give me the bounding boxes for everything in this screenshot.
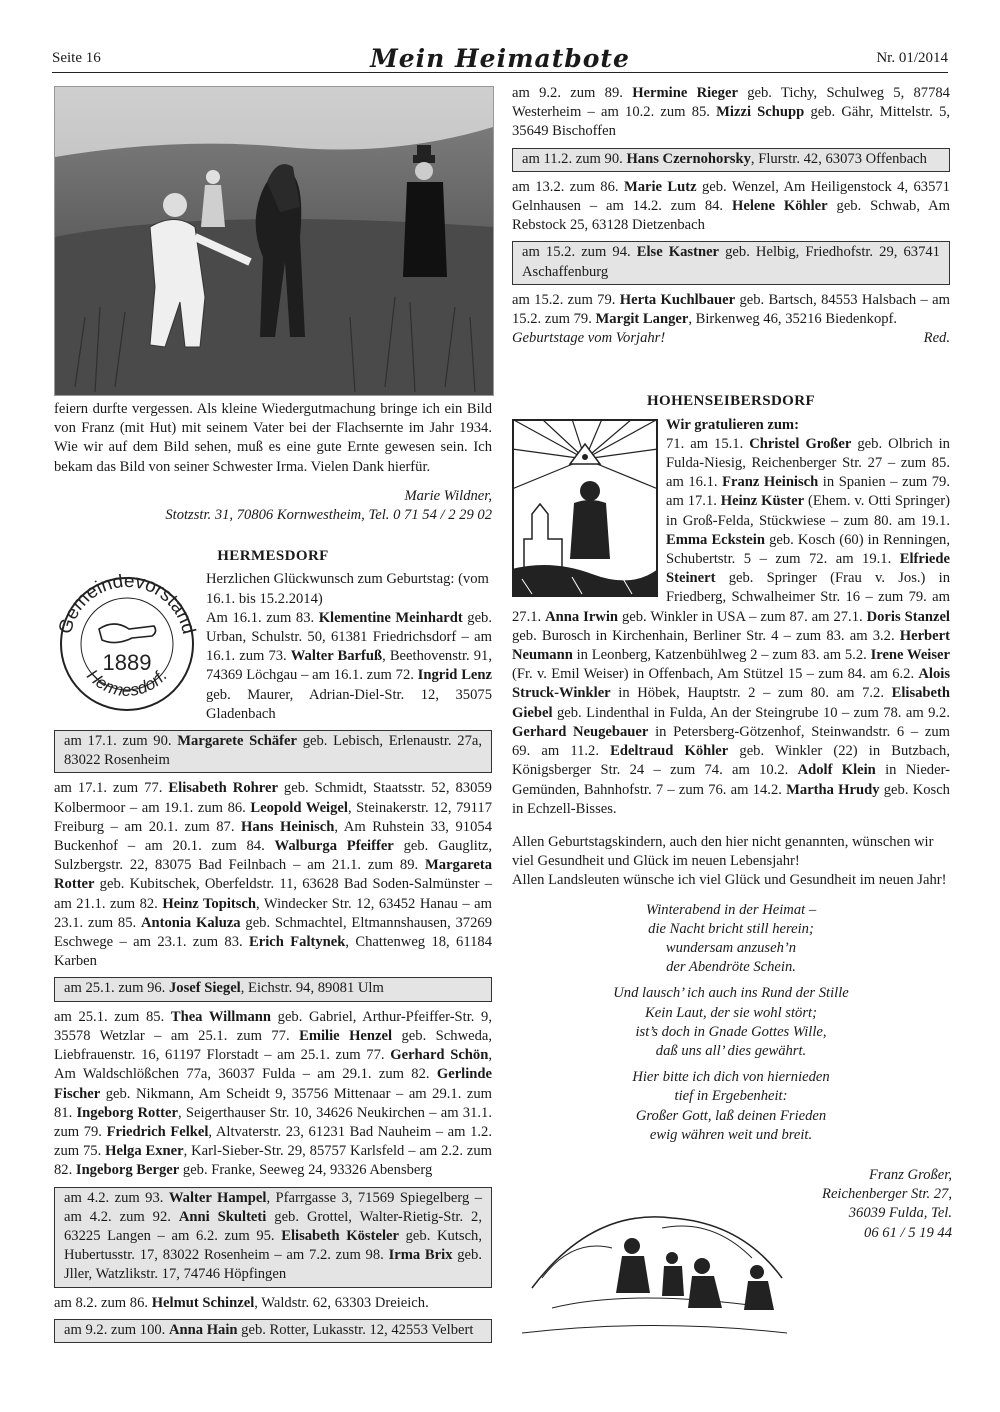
section-title-hohenseibersdorf: HOHENSEIBERSDORF (646, 393, 816, 410)
red-mark: Red. (923, 330, 950, 347)
sig-line: 36039 Fulda, Tel. (848, 1205, 952, 1222)
community-stamp (54, 574, 200, 714)
poem-signature (780, 1166, 952, 1243)
highlight-box-4: am 9.2. zum 100. Anna Hain geb. Rotter, Lukasstr. 12, 42553 Velbert (54, 1319, 492, 1343)
note-line (512, 329, 950, 348)
entries-hermesdorf-2: am 17.1. zum 77. Elisabeth Rohrer geb. Schmidt, Staatsstr. 52, 83059 Kolbermoor – am 19.1. zum 86. Leopold Weigel, Steinakerstr. 12, 79117 Freiburg – am 20.1. zum 87. Hans Heinisch, Am Ruhstein 33, 91054 Buckenhof – am 20.1. zum 84. Walburga Pfeiffer geb. Gauglitz, Sulzbergstr. 22, 83075 Bad Feilnbach – am 21.1. zum 89. Margareta Rotter geb. Kubitschek, Oberfeldstr. 11, 63628 Bad Soden-Salmünster – am 21.1. zum 82. Heinz Topitsch, Windecker Str. 12, 63452 Hanau – am 23.1. zum 85. Antonia Kaluza geb. Schmachtel, Eltmannshausen, 37269 Eschwege – am 23.1. zum 83. Erich Faltynek, Chattenweg 18, 61184 Karben (54, 780, 493, 970)
entries-hermesdorf-3: am 25.1. zum 85. Thea Willmann geb. Gabriel, Arthur-Pfeiffer-Str. 9, 35578 Wetzlar – am 25.1. zum 77. Emilie Henzel geb. Schweda, Liebfrauenstr. 16, 61197 Florstadt – am 25.1. zum 77. Gerhard Schön, Am Waldschlößchen 77a, 36037 Fulda – am 29.1. zum 82. Gerlinde Fischer geb. Nikmann, Am Scheidt 9, 35756 Mittenaar – am 29.1. zum 81. Ingeborg Rotter, Seigerthauser Str. 10, 34626 Neukirchen – am 31.1. zum 79. Friedrich Felkel, Altvaterstr. 23, 61231 Bad Nauheim – am 1.2. zum 75. Helga Exner, Karl-Sieber-Str. 29, 85757 Karlsfeld – am 2.2. zum 82. Ingeborg Berger geb. Franke, Seeweg 24, 93326 Abensberg (54, 1008, 493, 1179)
entries-hohenseibersdorf: 71. am 15.1. Christel Großer geb. Olbrich in Fulda-Niesig, Reichenberger Str. 27 – zum 85. am 16.1. Franz Heinisch in Spanien – zum 79. am 17.1. Heinz Küster (Ehem. v. Otti Springer) in Groß-Felda, Stückwiese – zum 80. am 19.1. Emma Eckstein geb. Kosch (60) in Renningen, Schubertstr. 5 – zum 72. am 19.1. Elfriede Steinert geb. Springer (Frau v. Jos.) in Friedberg, Schwalheimer Str. 16 – zum 79. am 27.1. Anna Irwin geb. Winkler in USA – zum 87. am 27.1. Doris Stanzel geb. Burosch in Kirchenhain, Berliner Str. 4 – zum 83. am 3.2. Herbert Neumann in Leonberg, Katzenbühlweg 2 – zum 83. am 5.2. Irene Weiser (Fr. v. Emil Weiser) in Offenbach, Am Stützel 15 – zum 84. am 6.2. Alois Struck-Winkler in Höbek, Hauptstr. 2 – zum 80. am 7.2. Elisabeth Giebel geb. Lindenthal in Fulda, An der Steingrube 10 – zum 78. am 9.2. Gerhard Neugebauer in Petersberg-Götzenhof, Steinwandstr. 6 – zum 69. am 11.2. Edeltraud Köhler geb. Winkler (22) in Butzbach, Königsberger Str. 24 – zum 74. am 10.2. Adolf Klein in Nieder-Gemünden, Bahnhofstr. 7 – zum 76. am 14.2. Martha Hrudy geb. Kosch in Echzell-Bisses. (512, 435, 951, 817)
left-column (54, 400, 492, 1349)
highlight-box-1: am 17.1. zum 90. Margarete Schäfer geb. Lebisch, Erlenaustr. 27a, 83022 Rosenheim (54, 730, 492, 773)
poem-line: die Nacht bricht still herein; (648, 920, 814, 937)
woodcut-illustration (512, 419, 658, 597)
issue-number: Nr. 01/2014 (876, 50, 948, 66)
header-rule (52, 72, 948, 73)
poem-line: Winterabend in der Heimat – (645, 901, 817, 918)
intro-text: feiern durfte vergessen. Als kleine Wiedergutmachung bringe ich ein Bild von Franz (mit Hut) mit seinem Vater bei der Flachsernte im Jahr 1934. Wie wir auf dem Bild sehen, muß es eine gute Ernte gewesen sein. Ich bekam das Bild von seiner Schwester Irma. Vielen Dank hierfür. (54, 401, 492, 475)
entries-right-3: am 15.2. zum 79. Herta Kuchlbauer geb. Bartsch, 84553 Halsbach – am 15.2. zum 79. Margit Langer, Birkenweg 46, 35216 Biedenkopf. (512, 291, 951, 328)
stamp-year: 1889 (102, 650, 152, 676)
greeting: Herzlichen Glückwunsch zum Geburtstag: (vom 16.1. bis 15.2.2014) (206, 571, 489, 607)
entry-schinzel: am 8.2. zum 86. Helmut Schinzel, Waldstr. 62, 63303 Dreieich. (54, 1294, 429, 1311)
poem-line: Großer Gott, laß deinen Frieden (635, 1107, 827, 1124)
harvest-photo (54, 86, 494, 396)
poem-line: ewig währen weit und breit. (649, 1126, 813, 1143)
poem-line: Und lausch’ ich auch ins Rund der Stille (613, 985, 849, 1002)
poem-line: wundersam anzuseh’n (665, 939, 797, 956)
highlight-box-right-2: am 15.2. zum 94. Else Kastner geb. Helbig, Friedhofstr. 29, 63741 Aschaffenburg (512, 241, 950, 284)
poem-line: daß uns all’ dies gewährt. (655, 1042, 807, 1059)
sig-line: Reichenberger Str. 27, (822, 1186, 952, 1203)
entries-right-1: am 9.2. zum 89. Hermine Rieger geb. Tichy, Schulweg 5, 87784 Westerheim – am 10.2. zum 85. Mizzi Schupp geb. Gähr, Mittelstr. 5, 35649 Bischoffen (512, 85, 951, 140)
right-column (512, 84, 950, 1145)
poem (512, 901, 950, 1145)
stamp-top-text: Gemeindevorstand (54, 574, 200, 637)
sig-line: Franz Großer, (869, 1167, 952, 1183)
sig-line: 06 61 / 5 19 44 (864, 1224, 952, 1241)
poem-line: Kein Laut, der sie wohl stört; (645, 1004, 817, 1021)
page-number: Seite 16 (52, 50, 101, 66)
wish-text-1: Allen Geburtstagskindern, auch den hier nicht genannten, wünschen wir viel Gesundheit und Glück im neuen Lebensjahr! (512, 833, 934, 870)
note-text: Geburtstage vom Vorjahr! (512, 330, 666, 347)
highlight-box-2: am 25.1. zum 96. Josef Siegel, Eichstr. 94, 89081 Ulm (54, 977, 492, 1001)
signature-name: Marie Wildner, (404, 487, 492, 504)
greeting-hohenseibersdorf: Wir gratulieren zum: (666, 416, 799, 433)
section-title-hermesdorf: HERMESDORF (217, 548, 329, 565)
wish-text-2: Allen Landsleuten wünsche ich viel Glück und Gesundheit im neuen Jahr! (512, 872, 947, 889)
winter-illustration (512, 1168, 792, 1358)
highlight-box-right-1: am 11.2. zum 90. Hans Czernohorsky, Flurstr. 42, 63073 Offenbach (512, 148, 950, 172)
entries-hermesdorf-1: Am 16.1. zum 83. Klementine Meinhardt geb. Urban, Schulstr. 50, 61381 Friedrichsdorf – am 16.1. zum 73. Walter Barfuß, Beethovenstr. 91, 74369 Löchgau – am 16.1. zum 72. Ingrid Lenz geb. Maurer, Adrian-Diel-Str. 12, 35075 Gladenbach (206, 609, 492, 722)
poem-line: Hier bitte ich dich von hiernieden (632, 1069, 830, 1086)
page-header (52, 44, 948, 74)
stamp-bottom-text: Hermesdorf. (83, 666, 171, 701)
highlight-box-3: am 4.2. zum 93. Walter Hampel, Pfarrgasse 3, 71569 Spiegelberg – am 4.2. zum 92. Anni Skulteti geb. Grottel, Walter-Rietig-Str. 2, 63225 Langen – am 6.2. zum 95. Elisabeth Kösteler geb. Kutsch, Hubertusstr. 17, 83022 Rosenheim – am 7.2. zum 98. Irma Brix geb. Jller, Watzlikstr. 17, 74746 Höpfingen (54, 1187, 492, 1288)
entries-right-2: am 13.2. zum 86. Marie Lutz geb. Wenzel, Am Heiligenstock 4, 63571 Gelnhausen – am 14.2. zum 84. Helene Köhler geb. Schwab, Am Rebstock 25, 63128 Dietzenbach (512, 178, 950, 234)
poem-line: tief in Ergebenheit: (674, 1088, 788, 1105)
masthead: Mein Heimatbote (370, 44, 630, 73)
signature-address: Stotzstr. 31, 70806 Kornwestheim, Tel. 0 71 54 / 2 29 02 (165, 507, 492, 524)
poem-line: ist’s doch in Gnade Gottes Wille, (635, 1023, 827, 1040)
poem-line: der Abendröte Schein. (666, 959, 796, 976)
